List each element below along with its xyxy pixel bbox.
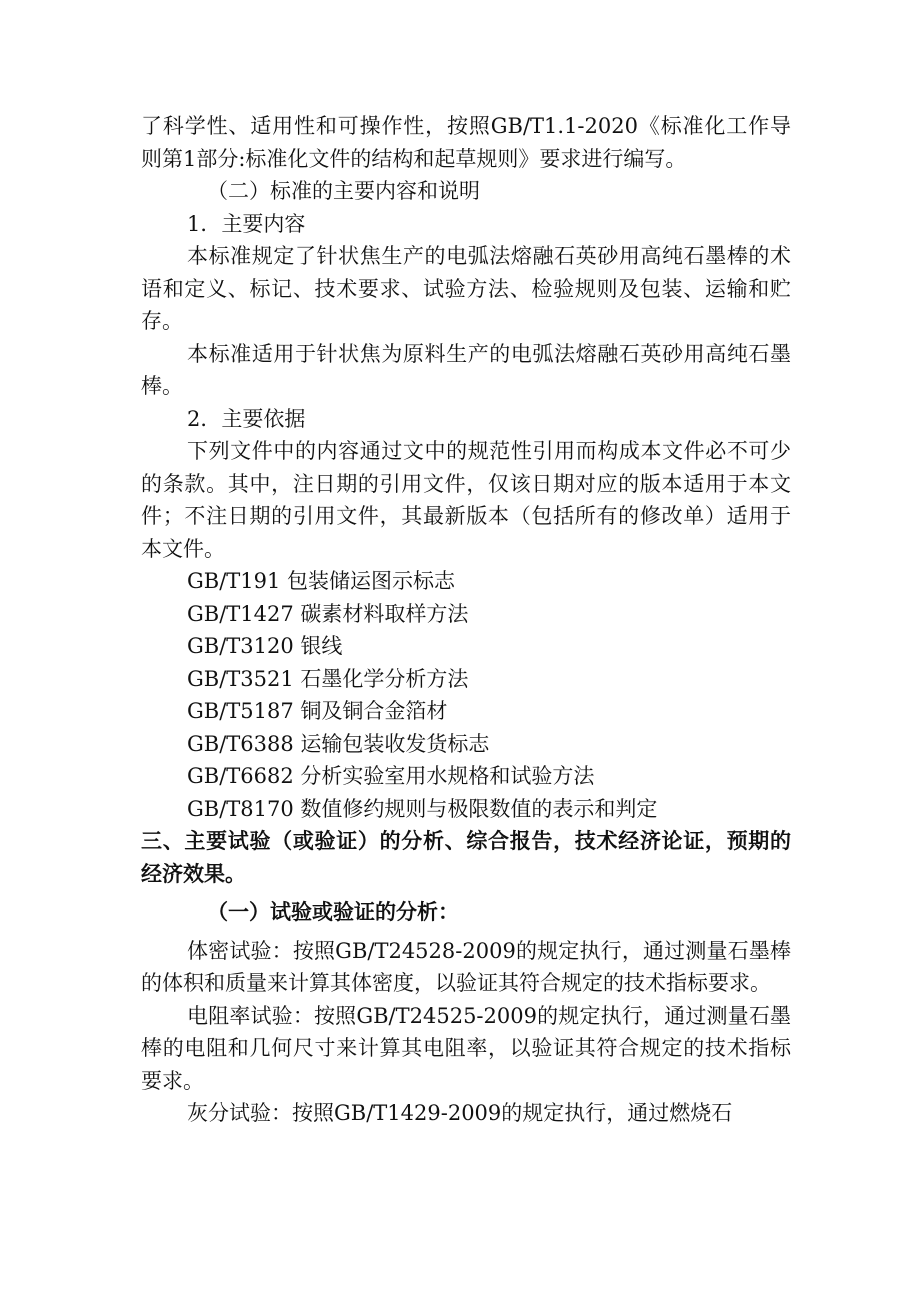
subsection-heading-main-content: 1．主要内容: [187, 211, 306, 236]
section-heading-2: （二）标准的主要内容和说明: [207, 179, 480, 203]
section-heading-3: 三、主要试验（或验证）的分析、综合报告，技术经济论证，预期的经济效果。: [141, 829, 791, 886]
subsection-heading-test-analysis: （一）试验或验证的分析：: [207, 900, 459, 924]
reference-item: GB/T8170 数值修约规则与极限数值的表示和判定: [187, 796, 658, 821]
reference-item: GB/T5187 铜及铜合金箔材: [187, 699, 448, 723]
paragraph-ash-test: 灰分试验：按照GB/T1429-2009的规定执行，通过燃烧石: [187, 1101, 733, 1125]
paragraph-applicability: 本标准适用于针状焦为原料生产的电弧法熔融石英砂用高纯石墨棒。: [141, 341, 791, 398]
paragraph-resistivity-test: 电阻率试验：按照GB/T24525-2009的规定执行，通过测量石墨棒的电阻和几何尺寸来计算其电阻率，以验证其符合规定的技术指标要求。: [141, 1003, 791, 1093]
paragraph-normative-references: 下列文件中的内容通过文中的规范性引用而构成本文件必不可少的条款。其中，注日期的引用文件，仅该日期对应的版本适用于本文件；不注日期的引用文件，其最新版本（包括所有的修改单）适用于本文件。: [141, 439, 791, 561]
paragraph-scope: 本标准规定了针状焦生产的电弧法熔融石英砂用高纯石墨棒的术语和定义、标记、技术要求、试验方法、检验规则及包装、运输和贮存。: [141, 244, 791, 333]
reference-item: GB/T1427 碳素材料取样方法: [187, 601, 469, 626]
document-body: [141, 110, 791, 1130]
reference-item: GB/T191 包装储运图示标志: [187, 569, 456, 593]
paragraph-continued: 了科学性、适用性和可操作性，按照GB/T1.1-2020《标准化工作导则第1部分:标准化文件的结构和起草规则》要求进行编写。: [141, 114, 791, 171]
paragraph-bulk-density-test: 体密试验：按照GB/T24528-2009的规定执行，通过测量石墨棒的体积和质量来计算其体密度，以验证其符合规定的技术指标要求。: [141, 938, 791, 995]
subsection-heading-basis: 2．主要依据: [187, 406, 306, 431]
reference-item: GB/T3521 石墨化学分析方法: [187, 666, 469, 691]
reference-item: GB/T6388 运输包装收发货标志: [187, 731, 490, 756]
reference-item: GB/T6682 分析实验室用水规格和试验方法: [187, 764, 595, 788]
reference-item: GB/T3120 银线: [187, 634, 343, 658]
